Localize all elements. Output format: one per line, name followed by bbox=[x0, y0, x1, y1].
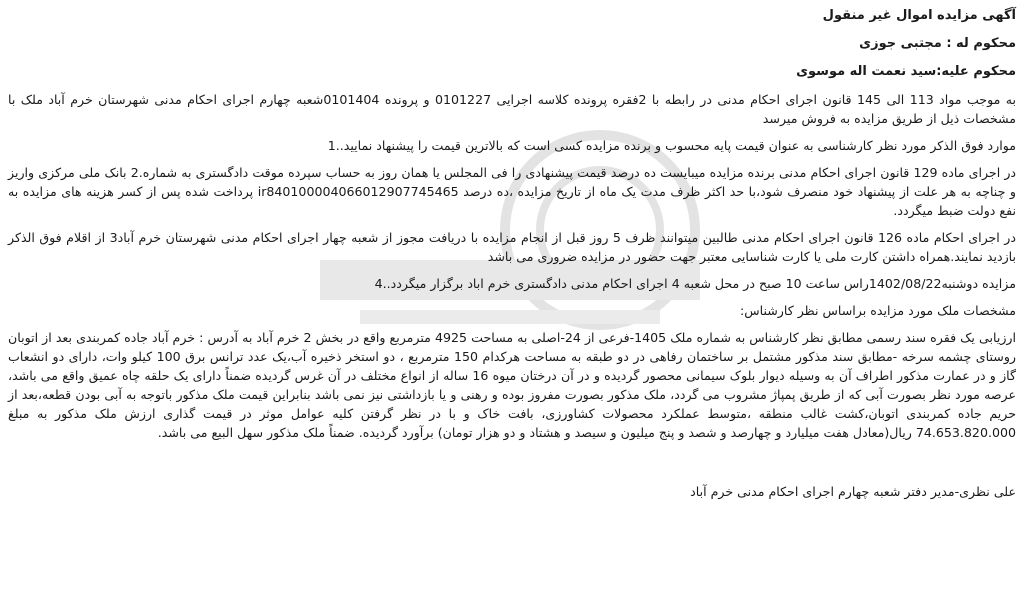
property-specs-heading: مشخصات ملک مورد مزایده براساس نظر کارشناس: bbox=[740, 303, 1016, 318]
property-specs-text: ارزیابی یک فقره سند رسمی مطابق نظر کارشناس به شماره ملک 1405-فرعی از 24-اصلی به مساحت 4925 مترمربع واقع در بخش 2 خرم آباد به آدرس : خرم آباد جاده کمربندی بعد از اتوبان روستای چشمه سرخه -مطابق سند مذکور مشتمل بر ساختمان رفاهی در دو طبقه به مساحت هرکدام 150 مترمربع ، دو استخر ذخیره آب،یک عدد ترانس برق 100 کیلو وات، دارای دو انشعاب گاز و در عمارت مذکور اطراف آن به وسیله دیوار بلوک سیمانی محصور گردیده و در آن درختان میوه 16 ساله از انواع مختلف در آن غرس گردیده ضمناً دارای یک حلقه چاه عمیق واقع می باشد، عرصه مورد نظر بصورت آبی که از طریق پمپاژ مشروب می گردد، ملک مذکور بصورت مفروز بوده و رهنی و یا بازداشتی نیز نمی باشد بنابراین قیمت ملک مذکور باتوجه به آبی بودن قطعه،بعد از حریم جاده کمربندی اتوبان،کشت غالب منطقه ،متوسط عملکرد محصولات کشاورزی، بافت خاک و با در نظر گرفتن کلیه عوامل موثر در قیمت گذاری ارزش ملک مذکور به مبلغ 74.653.820.000 ریال(معادل هفت میلیارد و چهارصد و شصد و پنج میلیون و سیصد و هشتاد و دو هزار تومان) برآورد گردیده. ضمناً ملک مذکور سهل البیع می باشد. bbox=[8, 330, 1017, 440]
paragraph-intro: به موجب مواد 113 الی 145 قانون اجرای احکام مدنی در رابطه با 2فقره پرونده کلاسه اجرایی 0101227 و پرونده 0101404شعبه چهارم اجرای احکام مدنی شهرستان خرم آباد ملک با مشخصات ذیل از طریق مزایده به فروش میرسد bbox=[8, 92, 1017, 126]
paragraph-item-4: مزایده دوشنبه1402/08/22راس ساعت 10 صبح در محل شعبه 4 اجرای احکام مدنی دادگستری خرم اباد برگزار میگردد..4 bbox=[374, 276, 1016, 291]
plaintiff-line: محکوم له : مجتبی جوزی bbox=[859, 36, 1016, 51]
paragraph-item-3: در اجرای احکام ماده 126 قانون اجرای احکام مدنی طالبین میتوانند ظرف 5 روز قبل از انجام مزایده با دریافت مجوز از شعبه چهار اجرای احکام مدنی شهرستان خرم آباد3 از اقلام فوق الذکر بازدید نمایند.همراه داشتن کارت ملی یا کارت شناسایی معتبر جهت حضور در مزایده ضروری می باشد bbox=[8, 230, 1016, 264]
paragraph-item-1: موارد فوق الذکر مورد نظر کارشناسی به عنوان قیمت پایه محسوب و برنده مزایده کسی است که بالاترین قیمت را پیشنهاد نمایید..1 bbox=[327, 138, 1016, 153]
paragraph-item-2: در اجرای ماده 129 قانون اجرای احکام مدنی برنده مزایده میبایست ده درصد قیمت پیشنهادی را فی المجلس یا همان روز به حساب سپرده موقت دادگستری به شماره.2 بانک ملی مرکزی واریز و چناچه به هر علت از پیشنهاد خود منصرف شود،با حد اکثر ظرف مدت یک ماه از تاریخ مزایده ،ده درصد ir840100004066012907745465 پرداخت شده پس از کسر هزینه های مزایده به نفع دولت ضبط میگردد. bbox=[8, 165, 1017, 218]
document-body bbox=[8, 6, 1016, 501]
defendant-line: محکوم علیه:سید نعمت اله موسوی bbox=[796, 64, 1016, 79]
document-title: آگهی مزایده اموال غیر منقول bbox=[822, 8, 1016, 23]
signature-line: علی نظری-مدیر دفتر شعبه چهارم اجرای احکام مدنی خرم آباد bbox=[690, 484, 1016, 499]
